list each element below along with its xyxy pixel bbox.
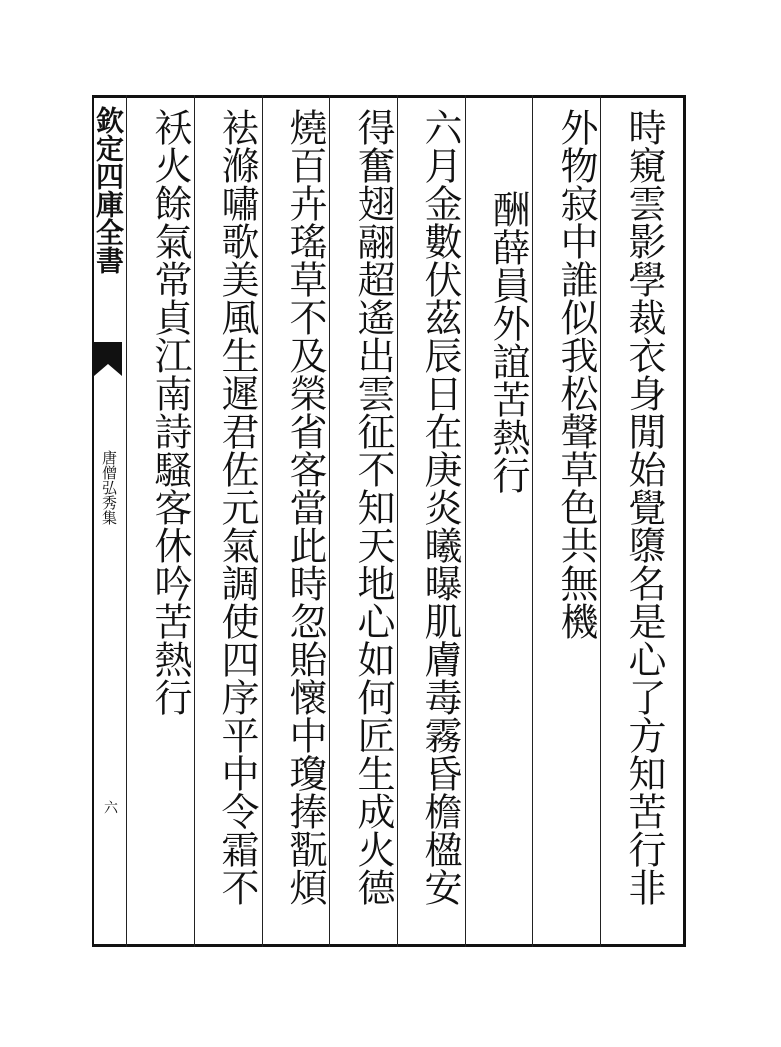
text-column-8: 袄火餘氣常貞江南詩騷客休吟苦熱行: [148, 108, 192, 716]
collection-title: 欽定四庫全書: [92, 106, 125, 274]
column-rule: [532, 95, 533, 947]
poem-title: 酬薛員外誼苦熱行: [486, 190, 530, 494]
column-rule: [600, 95, 601, 947]
column-rule: [126, 95, 127, 947]
column-rule: [397, 95, 398, 947]
text-column-1: 時窺雲影學裁衣身閒始覺隳名是心了方知苦行非: [622, 108, 666, 906]
text-column-6: 燒百卉瑤草不及榮省客當此時忽貽懷中瓊捧翫煩: [283, 108, 327, 906]
text-column-4: 六月金數伏茲辰日在庚炎曦曝肌膚毒霧昏檐楹安: [418, 108, 462, 906]
column-rule: [194, 95, 195, 947]
text-column-2: 外物寂中誰似我松聲草色共無機: [554, 108, 598, 640]
column-rule: [329, 95, 330, 947]
page-number: 六: [102, 800, 118, 814]
fishtail-mark-icon: [94, 342, 122, 382]
book-title: 唐僧弘秀集: [100, 450, 118, 525]
text-column-5: 得奮翅翮超遙出雲征不知天地心如何匠生成火德: [351, 108, 395, 906]
text-column-7: 袪滌嘯歌美風生遲君佐元氣調使四序平中令霜不: [215, 108, 259, 906]
column-rule: [262, 95, 263, 947]
column-rule: [465, 95, 466, 947]
